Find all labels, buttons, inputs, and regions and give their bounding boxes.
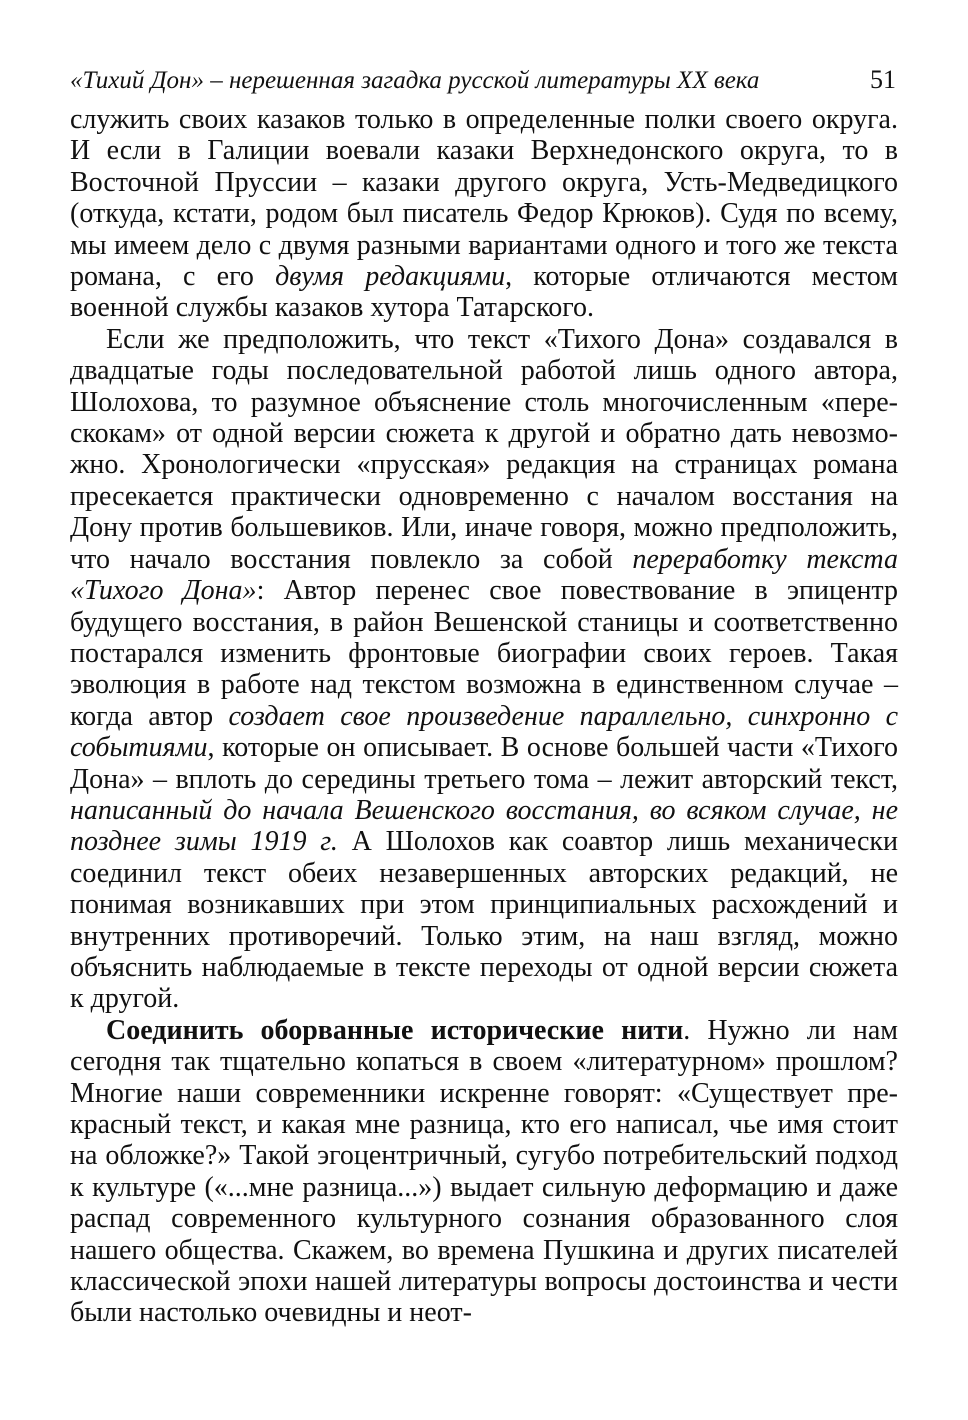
italic-text: двумя редакциями [275,261,506,293]
paragraph [70,324,898,1015]
text-run: А Шолохов как соавтор лишь механически соединил текст обеих незавершенных авторских редакций, не понимая возникавших при этом принципиальных расхождений и внутренних противоречий. Только этим, на наш взгляд, можно объяснить наблюдаемые в тексте переходы от одной версии сюжета к другой. [70,826,898,1015]
bold-heading: Соединить оборванные исторические нити [106,1014,684,1046]
text-run: , которые он описывает. В основе большей части «Тихого Дона» – вплоть до середины третьего тома – лежит авторский текст, [70,732,898,795]
page-number: 51 [870,65,896,94]
body-text [70,104,898,1329]
text-run: . Нужно ли нам сегодня так тщательно копаться в своем «литературном» прошлом? Многие наши современники искренне говорят: «Существует прекрасный текст, и какая мне разница, кто его написал, чье имя стоит на обложке?» Такой эгоцентричный, сугубо потребительский подход к культуре («...мне разница...») выдает сильную деформацию и даже распад современного культурного сознания образованного слоя нашего общества. Скажем, во времена Пушкина и других писателей классической эпохи нашей литературы вопросы достоинства и чести были настолько очевидны и неот- [70,1014,898,1329]
text-run: служить своих казаков только в определенные полки своего округа. И если в Галиции воевали казаки Верхнедонского округа, то в Восточной Пруссии – казаки другого округа, Усть-Медведицкого (откуда, кстати, родом был писатель Федор Крюков). Судя по всему, мы имеем дело с двумя разными вариантами одного и того же текста романа, с его [70,104,898,293]
text-run: , которые отличаются местом военной службы казаков хутора Татарского. [70,261,898,324]
italic-text: переработку текста «Тихого Дона» [70,543,898,607]
text-run: : Автор перенес свое повествование в эпицентр будущего восстания, в район Вешенской станицы и соответственно постарался изменить фронтовые биографии своих героев. Такая эволюция в работе над текстом возможна в единственном случае – когда автор [70,575,899,732]
italic-text: написанный до начала Вешенского восстания, во всяком случае, не позднее зимы 1919 г. [70,794,898,858]
text-run: Если же предположить, что текст «Тихого Дона» создавался в двадцатые годы последовательной работой лишь одного автора, Шолохова, то разумное объяснение столь многочисленным «перескокам» от одной версии сюжета к другой и обратно дать невозможно. Хронологически «прусская» редакция на страницах романа пресекается практически одновременно с началом восстания на Дону против большевиков. Или, иначе говоря, можно предположить, что начало восстания повлекло за собой [70,323,898,575]
paragraph [70,104,898,324]
paragraph [70,1015,898,1329]
running-header [70,60,898,100]
italic-text: создает свое произведение параллельно, синхронно с событиями [70,700,899,764]
running-title: «Тихий Дон» – нерешенная загадка русской литературы XX века [70,67,760,94]
book-page [70,60,898,1329]
